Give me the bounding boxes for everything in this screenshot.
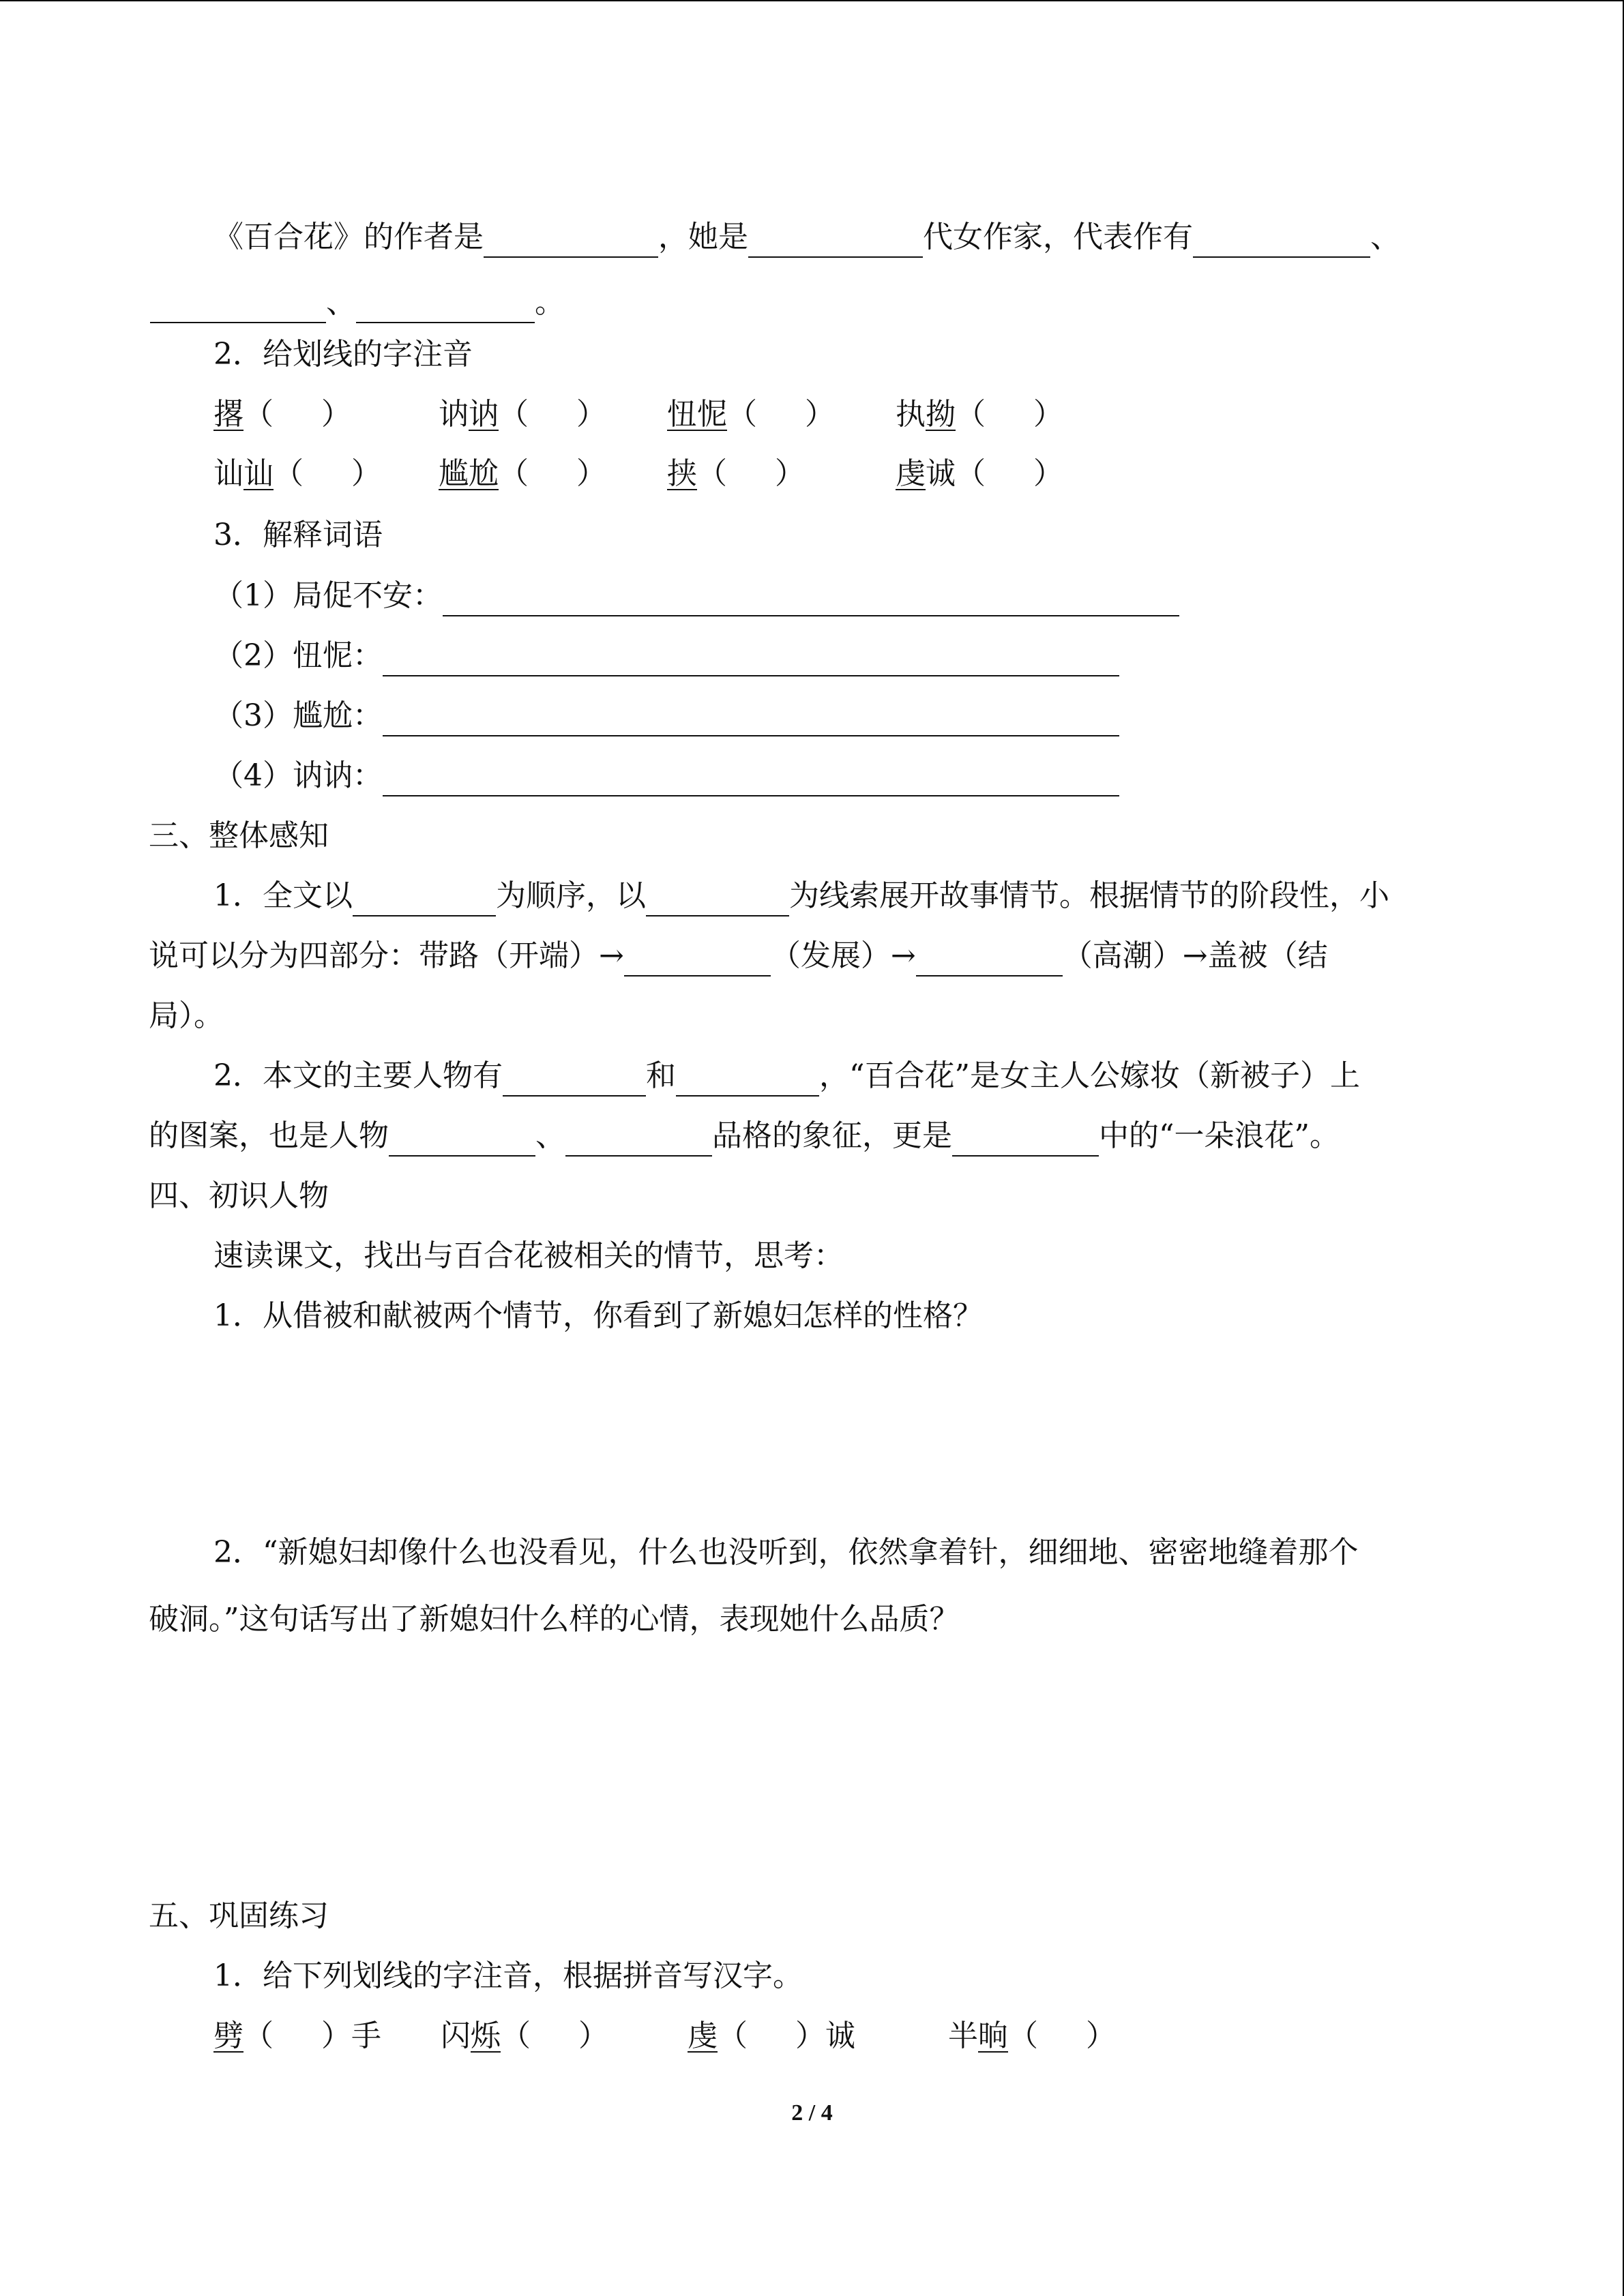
section-5-heading: 五、巩固练习	[149, 1898, 329, 1933]
s4-question-2-line-1: 2．“新媳妇却像什么也没看见，什么也没听到，依然拿着针，细细地、密密地缝着那个	[213, 1535, 1359, 1570]
author-question-line-2	[150, 282, 565, 323]
s4-intro: 速读课文，找出与百合花被相关的情节，思考：	[213, 1238, 844, 1273]
q3-title: 3．解释词语	[213, 518, 383, 552]
author-question-text-3: 代女作家，代表作有	[923, 220, 1193, 254]
definition-item-2	[213, 636, 1119, 676]
pinyin-item: 闪烁（ ）	[441, 2018, 608, 2053]
q2-title: 2．给划线的字注音	[213, 337, 473, 372]
s5-pinyin-row	[213, 2016, 1116, 2057]
order-blank[interactable]	[353, 881, 496, 916]
definition-blank[interactable]	[383, 761, 1119, 796]
era-blank[interactable]	[748, 222, 923, 258]
development-blank[interactable]	[624, 941, 771, 976]
definition-label: （2）忸怩：	[213, 638, 383, 673]
pinyin-item: 挟（ ）	[667, 456, 805, 491]
definition-blank[interactable]	[383, 641, 1119, 676]
character-blank-2[interactable]	[676, 1061, 819, 1097]
pinyin-item: 半晌（ ）	[948, 2018, 1116, 2053]
pinyin-item: 虔诚（ ）	[896, 456, 1063, 491]
s3-q2-line-1: 2．本文的主要人物有 和 ，“百合花”是女主人公嫁妆（新被子）上	[213, 1056, 1360, 1097]
separator: 、	[326, 285, 356, 320]
definition-item-4	[213, 756, 1119, 796]
s3-q1-line-2: 说可以分为四部分：带路（开端）→ （发展）→ （高潮）→盖被（结	[149, 936, 1328, 976]
character-blank-4[interactable]	[565, 1121, 712, 1157]
pinyin-row-2	[213, 453, 1063, 494]
author-question-text: 《百合花》的作者是	[213, 220, 484, 254]
author-question-line	[213, 217, 1400, 258]
s5-question-1: 1．给下列划线的字注音，根据拼音写汉字。	[213, 1958, 803, 1993]
page-number: 2 / 4	[791, 2100, 833, 2126]
pinyin-item: 讷讷（ ）	[439, 397, 606, 432]
author-question-text-2: ，她是	[658, 220, 748, 254]
definition-label: （3）尴尬：	[213, 698, 383, 733]
s3-q1-line-1: 1．全文以 为顺序，以 为线索展开故事情节。根据情节的阶段性，小	[213, 876, 1389, 916]
pinyin-item: 尴尬（ ）	[439, 456, 606, 491]
s4-question-2-line-2: 破洞。”这句话写出了新媳妇什么样的心情，表现她什么品质？	[149, 1602, 960, 1637]
definition-label: （4）讷讷：	[213, 758, 383, 793]
definition-blank[interactable]	[383, 701, 1119, 736]
pinyin-item: 虔（ ）诚	[688, 2018, 855, 2053]
works-blank-3[interactable]	[356, 288, 535, 323]
s3-q2-line-2: 的图案，也是人物 、 品格的象征，更是 中的“一朵浪花”。	[149, 1116, 1340, 1157]
section-3-heading: 三、整体感知	[149, 818, 329, 853]
period: 。	[535, 285, 565, 320]
pinyin-item: 忸怩（ ）	[667, 397, 835, 432]
definition-item-3	[213, 696, 1119, 736]
definition-blank[interactable]	[443, 581, 1179, 616]
works-blank-1[interactable]	[1193, 222, 1370, 258]
context-blank[interactable]	[952, 1121, 1099, 1157]
character-blank-1[interactable]	[503, 1061, 646, 1097]
definition-item-1	[213, 576, 1179, 616]
s4-question-1: 1．从借被和献被两个情节，你看到了新媳妇怎样的性格？	[213, 1298, 983, 1333]
pinyin-row-1	[213, 394, 1063, 435]
separator: 、	[1370, 220, 1400, 254]
character-blank-3[interactable]	[389, 1121, 535, 1157]
author-blank[interactable]	[484, 222, 658, 258]
section-4-heading: 四、初识人物	[149, 1178, 329, 1213]
page-border-top	[0, 0, 1624, 1]
pinyin-item: 讪讪（ ）	[213, 456, 381, 491]
pinyin-item: 劈（ ）手	[213, 2018, 381, 2053]
definition-label: （1）局促不安：	[213, 578, 443, 613]
works-blank-2[interactable]	[150, 288, 326, 323]
climax-blank[interactable]	[916, 941, 1063, 976]
s3-q1-line-3: 局）。	[149, 998, 224, 1033]
pinyin-item: 执拗（ ）	[896, 397, 1063, 432]
clue-blank[interactable]	[646, 881, 789, 916]
pinyin-item: 撂（ ）	[213, 397, 351, 432]
